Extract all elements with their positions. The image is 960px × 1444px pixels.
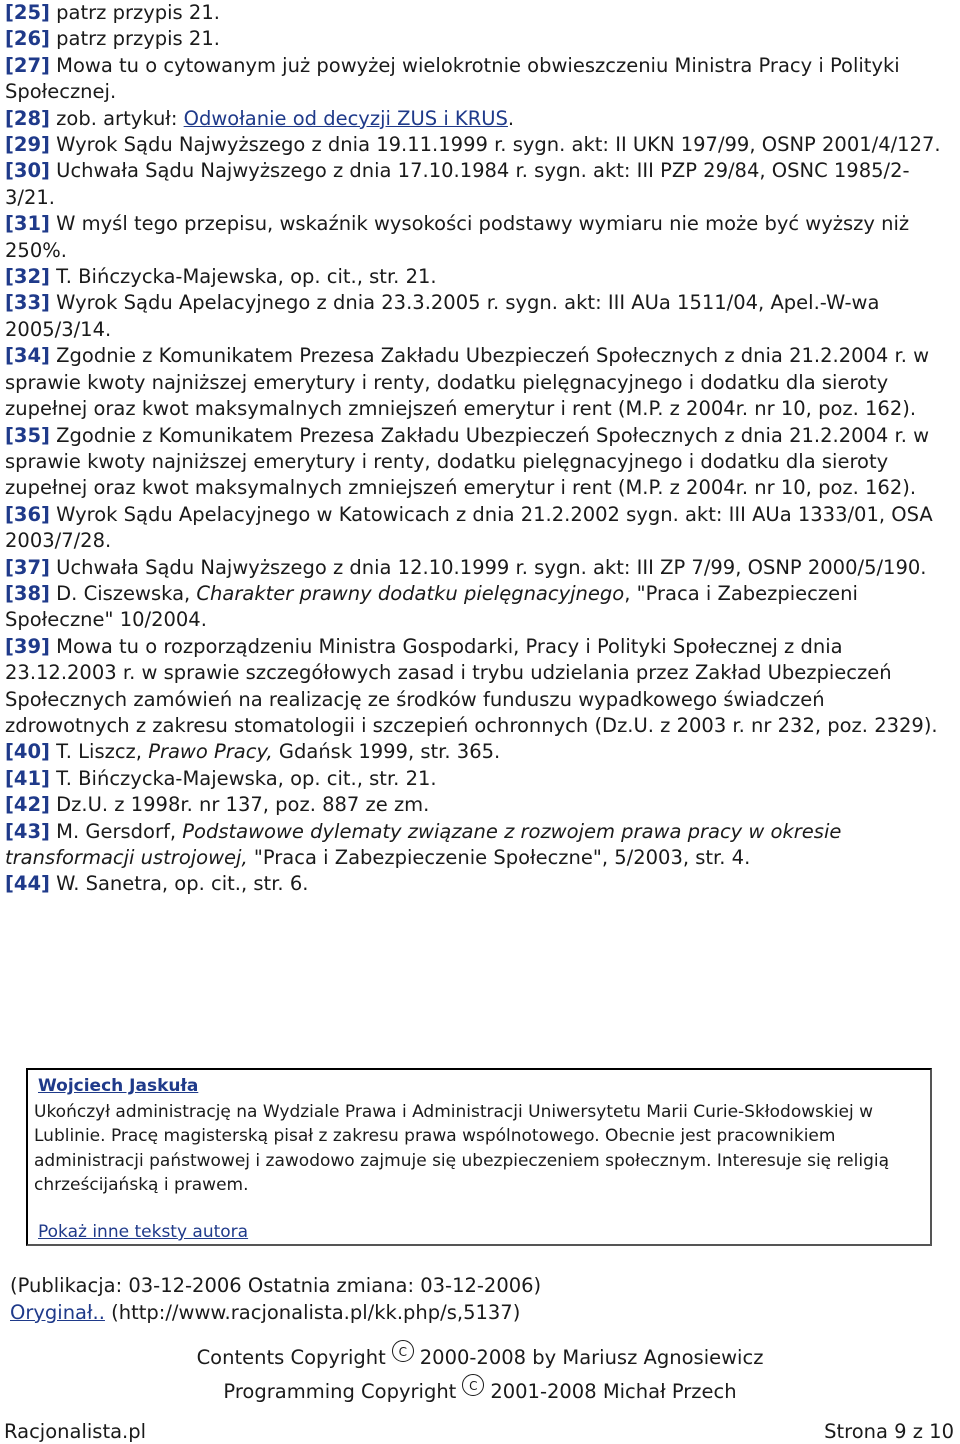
footnote	[5, 26, 955, 52]
footnote-article-link[interactable]: Odwołanie od decyzji ZUS i KRUS	[183, 106, 508, 130]
page-number: Strona 9 z 10	[824, 1420, 954, 1443]
footnote	[5, 264, 955, 290]
footnote-number[interactable]: [26]	[5, 27, 50, 51]
footnote-text: W myśl tego przepisu, wskaźnik wysokości podstawy wymiaru nie może być wyższy niż 250%.	[5, 212, 910, 262]
original-url: (http://www.racjonalista.pl/kk.php/s,5137)	[104, 1301, 521, 1324]
author-name-link[interactable]: Wojciech Jaskuła	[38, 1076, 199, 1096]
footnote-number[interactable]: [42]	[5, 793, 50, 817]
footnote-title: Prawo Pracy,	[148, 740, 273, 764]
footnote-text-tail: "Praca i Zabezpieczenie Społeczne", 5/2003, str. 4.	[247, 846, 751, 869]
footnote	[5, 766, 955, 792]
footnote	[5, 819, 955, 872]
contents-copyright-label: Contents Copyright	[196, 1346, 386, 1369]
footnote-text: zob. artykuł:	[49, 106, 184, 130]
contents-copyright-holder: 2000-2008 by Mariusz Agnosiewicz	[419, 1346, 764, 1369]
footnote-number[interactable]: [37]	[5, 555, 50, 579]
author-bio: Ukończył administrację na Wydziale Prawa i Administracji Uniwersytetu Marii Curie-Skłodowskiej w Lublinie. Pracę magisterską pisał z zakresu prawa wspólnotowego. Obecnie jest pracownikiem administracji państwowej i zawodowo zajmuje się ubezpieczeniem społecznym. Interesuje się religią chrześcijańską i prawem.	[34, 1102, 889, 1195]
programming-copyright-label: Programming Copyright	[223, 1380, 457, 1403]
copyright-symbol-icon: C	[392, 1340, 414, 1362]
footnote	[5, 423, 955, 502]
programming-copyright-holder: 2001-2008 Michał Przech	[490, 1380, 737, 1403]
footnote-text: patrz przypis 21.	[49, 27, 220, 51]
site-name: Racjonalista.pl	[4, 1420, 147, 1443]
footnote	[5, 211, 955, 264]
footnote-text: D. Ciszewska,	[49, 581, 197, 605]
footnote-number[interactable]: [27]	[5, 53, 50, 77]
footnote	[5, 502, 955, 555]
footnote-text: M. Gersdorf,	[49, 819, 183, 843]
footnote-number[interactable]: [29]	[5, 133, 50, 157]
footnote-text: W. Sanetra, op. cit., str. 6.	[49, 872, 309, 896]
footnote-text: Dz.U. z 1998r. nr 137, poz. 887 ze zm.	[49, 793, 430, 817]
footnote-number[interactable]: [25]	[5, 1, 50, 24]
original-line	[10, 1299, 541, 1326]
footnote-number[interactable]: [38]	[5, 581, 50, 605]
footnote-text-tail: Gdańsk 1999, str. 365.	[272, 740, 501, 764]
footnote-number[interactable]: [31]	[5, 212, 50, 236]
author-box	[26, 1068, 932, 1246]
copyright-block	[0, 1340, 960, 1408]
footnote	[5, 343, 955, 422]
publication-info	[10, 1272, 541, 1326]
footnote-text: T. Bińczycka-Majewska, op. cit., str. 21.	[49, 766, 437, 790]
footnote	[5, 792, 955, 818]
footnote	[5, 158, 955, 211]
footnote-text: Mowa tu o rozporządzeniu Ministra Gospodarki, Pracy i Polityki Społecznej z dnia 23.12.2003 r. w sprawie szczegółowych zasad i trybu udzielania przez Zakład Ubezpieczeń Społecznych zamówień na realizację ze środków funduszu wypadkowego świadczeń zdrowotnych z zakresu stomatologii i szczepień ochronnych (Dz.U. z 2003 r. nr 232, poz. 2329).	[5, 634, 938, 737]
publication-dates: (Publikacja: 03-12-2006 Ostatnia zmiana: 03-12-2006)	[10, 1274, 542, 1297]
footnote-title: Podstawowe dylematy związane z rozwojem prawa pracy w okresie transformacji ustrojowej,	[5, 819, 842, 869]
footnote-number[interactable]: [34]	[5, 344, 50, 368]
footnotes-list	[5, 0, 955, 898]
footnote-text: Wyrok Sądu Apelacyjnego z dnia 23.3.2005 r. sygn. akt: III AUa 1511/04, Apel.-W-wa 2005/3/14.	[5, 291, 880, 341]
footnote	[5, 555, 955, 581]
footnote-text-tail: .	[507, 106, 515, 130]
footnote-text-tail: , "Praca i Zabezpieczeni Społeczne" 10/2004.	[5, 581, 858, 632]
footnote-text: Zgodnie z Komunikatem Prezesa Zakładu Ubezpieczeń Społecznych z dnia 21.2.2004 r. w sprawie kwoty najniższej emerytury i renty, dodatku pielęgnacyjnego i dodatku dla sieroty zupełnej oraz kwot maksymalnych zmniejszeń emerytur i rent (M.P. z 2004r. nr 10, poz. 162).	[5, 423, 930, 500]
footnote-number[interactable]: [28]	[5, 106, 50, 130]
original-link[interactable]: Oryginał..	[10, 1301, 105, 1324]
footnote-number[interactable]: [40]	[5, 740, 50, 764]
footnote	[5, 0, 955, 26]
footnote	[5, 53, 955, 106]
footnote-number[interactable]: [30]	[5, 159, 50, 183]
footnote-number[interactable]: [43]	[5, 819, 50, 843]
copyright-symbol-icon: C	[462, 1374, 484, 1396]
footnote-title: Charakter prawny dodatku pielęgnacyjnego	[196, 581, 625, 605]
footnote	[5, 581, 955, 634]
footnote	[5, 739, 955, 765]
footnote	[5, 871, 955, 897]
footnote-text: Wyrok Sądu Apelacyjnego w Katowicach z dnia 21.2.2002 sygn. akt: III AUa 1333/01, OSA 2003/7/28.	[5, 502, 933, 553]
contents-copyright	[0, 1340, 960, 1374]
footnote-number[interactable]: [35]	[5, 423, 50, 447]
footnote-text: Uchwała Sądu Najwyższego z dnia 12.10.1999 r. sygn. akt: III ZP 7/99, OSNP 2000/5/190.	[49, 555, 927, 579]
footnote-text: patrz przypis 21.	[49, 1, 220, 24]
author-more-texts-link[interactable]: Pokaż inne teksty autora	[38, 1222, 249, 1243]
footnote-text: Uchwała Sądu Najwyższego z dnia 17.10.1984 r. sygn. akt: III PZP 29/84, OSNC 1985/2-3/21.	[5, 159, 910, 209]
footnote	[5, 290, 955, 343]
footnote-number[interactable]: [39]	[5, 634, 50, 658]
footnote	[5, 132, 955, 158]
footnote-number[interactable]: [44]	[5, 872, 50, 896]
footnote-text: Wyrok Sądu Najwyższego z dnia 19.11.1999 r. sygn. akt: II UKN 197/99, OSNP 2001/4/127.	[49, 133, 941, 157]
footnote-number[interactable]: [32]	[5, 265, 50, 289]
footnote-text: Zgodnie z Komunikatem Prezesa Zakładu Ubezpieczeń Społecznych z dnia 21.2.2004 r. w sprawie kwoty najniższej emerytury i renty, dodatku pielęgnacyjnego i dodatku dla sieroty zupełnej oraz kwot maksymalnych zmniejszeń emerytur i rent (M.P. z 2004r. nr 10, poz. 162).	[5, 344, 930, 421]
footnote-number[interactable]: [41]	[5, 766, 50, 790]
footnote-text: Mowa tu o cytowanym już powyżej wielokrotnie obwieszczeniu Ministra Pracy i Polityki Społecznej.	[5, 53, 900, 104]
footnote-number[interactable]: [33]	[5, 291, 50, 315]
footnote	[5, 106, 955, 132]
footnote-text: T. Bińczycka-Majewska, op. cit., str. 21.	[49, 265, 437, 289]
footnote-text: T. Liszcz,	[49, 740, 149, 764]
footnote-number[interactable]: [36]	[5, 502, 50, 526]
programming-copyright	[0, 1374, 960, 1408]
footnote	[5, 634, 955, 740]
